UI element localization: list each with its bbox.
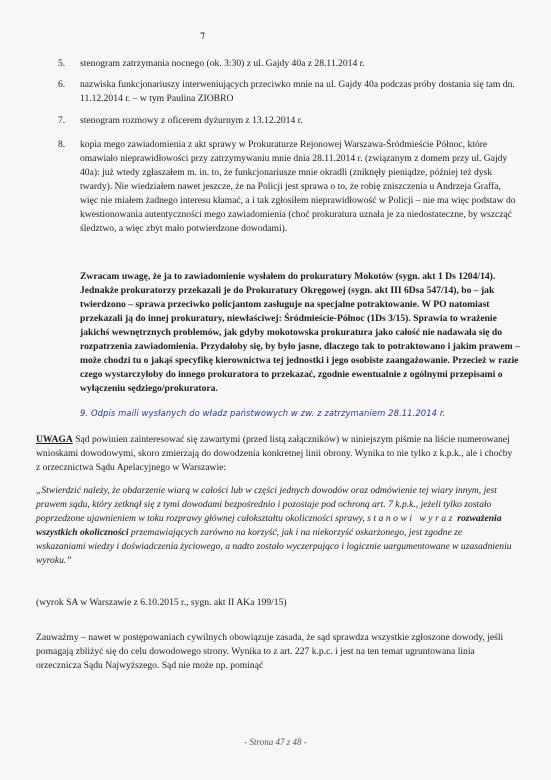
uwaga-text: Sąd powinien zainteresować się zawartymi (przed listą załączników) w niniejszym piśmie na liście numerowanej wnioskami dowodowymi, skoro zmierzają do dowodzenia konkretnej linii obrony. Wynika to nie tylko z k.p.k., ale i choćby z orzecznictwa Sądu Apelacyjnego w Warszawie: [36,434,513,473]
court-quote [36,484,514,568]
scan-mark: ⁊ [200,30,205,41]
quote-part-2: przemawiających zarówno na korzyść, jak i na niekorzyść oskarżonego, jest zgodne ze wskazaniami wiedzy i doświadczenia życiowego, a nadto zostało wyczerpująco i logicznie uargumentowane w uzasadnieniu wyroku.” [36,527,512,566]
attention-paragraph: Zwracam uwagę, że ja to zawiadomienie wysłałem do prokuratury Mokotów (sygn. akt 1 Ds 1204/14). Jednakże prokuratorzy przekazali je do Prokuratury Okręgowej (sygn. akt III 6Dsa 547/14), bo – jak twierdzono – sprawa przeciwko policjantom zasługuje na specjalne potraktowanie. W PO natomiast przekazali ją do innej prokuratury, niewłaściwej: Śródmieście-Północ (1Ds 3/15). Sprawia to wrażenie jakichś wewnętrznych problemów, jak gdyby mokotowska prokuratura jako całość nie nadawała się do rozpatrzenia zawiadomienia. Przydałoby się, by było jasne, dlaczego tak to potraktowano i jakim prawem – może chodzi tu o jakąś specyfikę kierownictwa tej jednostki i jego osobiste zaangażowanie. Przecież w razie czego wystarczyłoby do innego prokuratora to przekazać, zgodnie ewentualnie z ogólnymi przepisami o wyłączeniu sędziego/prokuratora. [80,271,520,394]
item-text: kopia mego zawiadomienia z akt sprawy w Prokuraturze Rejonowej Warszawa-Śródmieście Północ, które omawiało nieprawidłowości przy zatrzymywaniu mnie dnia 28.11.2014 r. (związanym z domem przy ul. Gajdy 40a): już wtedy zgłaszałem m. in. to, że funkcjonariusze mnie okradli (zniknęły pieniądze, później też dysk twardy). Nie wiedziałem nawet jeszcze, że na Policji jest sprawa o to, że robię zniszczenia u Andrzeja Graffa, więc nie miałem żadnego interesu kłamać, a i tak zgłosiłem nieprawidłowość w Policji – nie ma więc podstaw do kwestionowania autentyczności mego zawiadomienia (choć prokuratura uznała je za niedostateczne, by wszcząć śledztwo, a więc zbyt mało potwierdzone dowodami). [80,139,516,234]
uwaga-paragraph [36,433,516,475]
item-number: 8. [58,139,66,150]
item-number: 5. [58,58,66,69]
citation: (wyrok SA w Warszawie z 6.10.2015 r., sygn. akt II AKa 199/15) [36,597,287,608]
item-text: stenogram rozmowy z oficerem dyżurnym z 13.12.2014 r. [80,115,303,126]
item-number: 7. [58,115,66,126]
handwritten-note: 9. Odpis maili wysłanych do władz państwowych w zw. z zatrzymaniem 28.11.2014 r. [80,408,446,418]
quote-part-1: „Stwierdzić należy, że obdarzenie wiarą w całości lub w części jednych dowodów oraz odmówienie tej wiary innym, jest prawem sądu, który zetknął się z tymi dowodami bezpośrednio i pozostaje pod ochroną art. 7 k.p.k., jeżeli tylko zostało poprzedzone ujawnieniem w toku rozprawy głównej całokształtu okoliczności sprawy, [36,485,497,524]
item-text: nazwiska funkcjonariuszy interweniujących przeciwko mnie na ul. Gajdy 40a podczas próby dostania się tam dn. 11.12.2014 r. – w tym Paulina ZIOBRO [80,79,515,104]
quote-spaced-phrase: stanowi wyraz [367,513,455,524]
closing-paragraph: Zauważmy – nawet w postępowaniach cywilnych obowiązuje zasada, że sąd sprawdza wszystkie zgłoszone dowody, jeśli pomagają zbliżyć się do celu dowodowego strony. Wynika to z art. 227 k.p.c. i jest na ten temat ugruntowana linia orzecznicza Sądu Najwyższego. Sąd nie może np. pominąć [36,632,504,671]
page-footer: - Strona 47 z 48 - [244,737,307,747]
quote-bold-phrase: rozważenia wszystkich okoliczności [36,513,502,538]
item-text: stenogram zatrzymania nocnego (ok. 3:30) z ul. Gajdy 40a z 28.11.2014 r. [80,58,365,69]
uwaga-heading: UWAGA [36,434,73,445]
item-number: 6. [58,79,66,90]
